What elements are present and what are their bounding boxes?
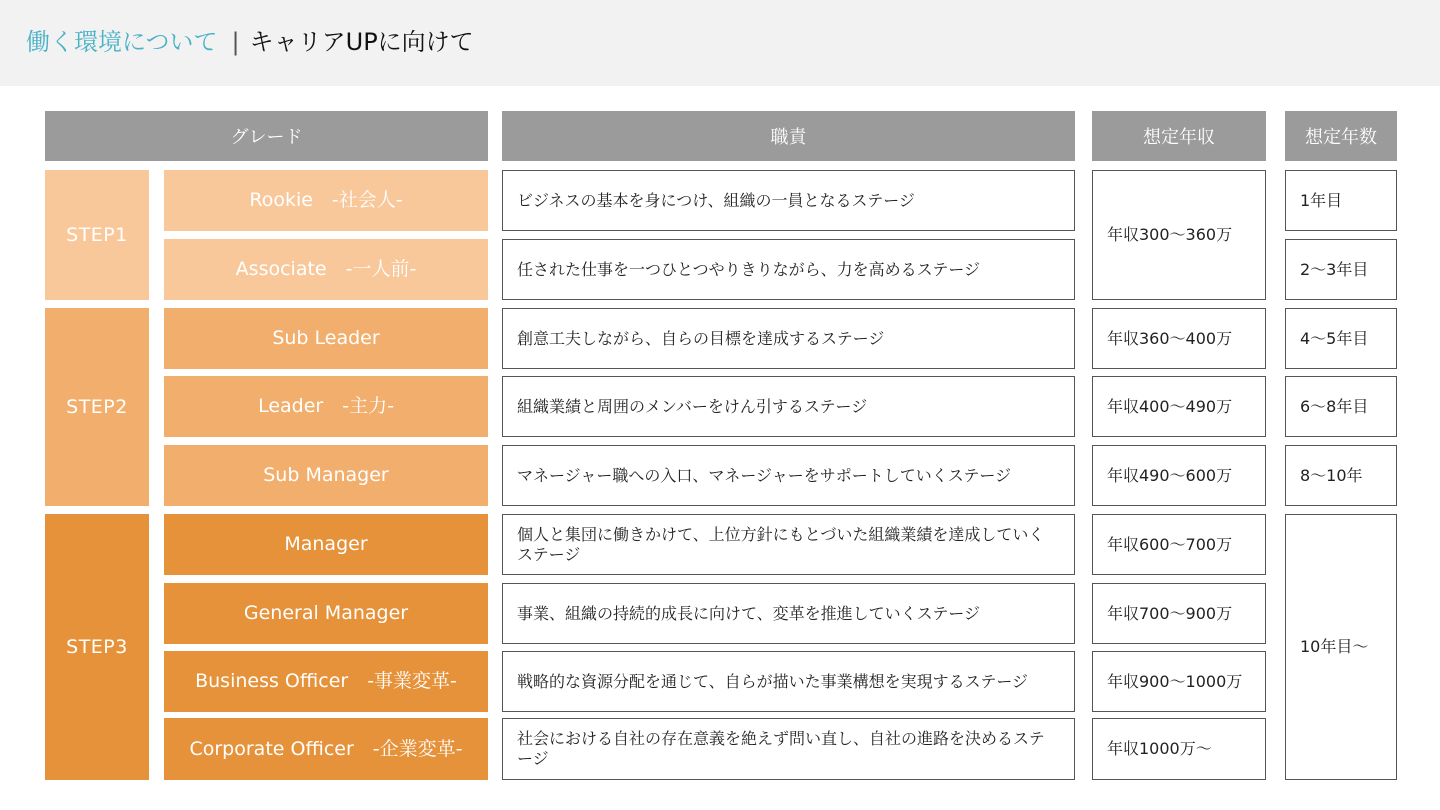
duty-cell: 社会における自社の存在意義を絶えず問い直し、自社の進路を決めるステージ [502,718,1075,780]
step-2-cell: STEP2 [45,308,149,506]
salary-cell: 年収1000万～ [1092,718,1266,780]
salary-cell: 年収600～700万 [1092,514,1266,575]
years-cell: 8～10年 [1285,445,1397,506]
column-header-salary: 想定年収 [1092,111,1266,161]
years-cell: 10年目～ [1285,514,1397,780]
grade-cell: Sub Leader [164,308,488,369]
duty-cell: マネージャー職への入口、マネージャーをサポートしていくステージ [502,445,1075,506]
column-header-years: 想定年数 [1285,111,1397,161]
years-cell: 4～5年目 [1285,308,1397,369]
salary-cell: 年収300～360万 [1092,170,1266,300]
years-cell: 2～3年目 [1285,239,1397,300]
column-header-grade: グレード [45,111,488,161]
grade-cell: Manager [164,514,488,575]
duty-cell: 創意工夫しながら、自らの目標を達成するステージ [502,308,1075,369]
grade-cell: General Manager [164,583,488,644]
page-heading: キャリアUPに向けて [249,28,474,56]
title-separator: | [231,28,240,56]
salary-cell: 年収700～900万 [1092,583,1266,644]
grade-cell: Rookie -社会人- [164,170,488,231]
grade-cell: Corporate Officer -企業変革- [164,718,488,780]
duty-cell: 戦略的な資源分配を通じて、自らが描いた事業構想を実現するステージ [502,651,1075,712]
grade-cell: Associate -一人前- [164,239,488,300]
duty-cell: 任された仕事を一つひとつやりきりながら、力を高めるステージ [502,239,1075,300]
grade-cell: Sub Manager [164,445,488,506]
duty-cell: 組織業績と周囲のメンバーをけん引するステージ [502,376,1075,437]
grade-cell: Business Officer -事業変革- [164,651,488,712]
grade-cell: Leader -主力- [164,376,488,437]
years-cell: 1年目 [1285,170,1397,231]
page-title [26,25,474,59]
salary-cell: 年収400～490万 [1092,376,1266,437]
step-1-cell: STEP1 [45,170,149,300]
step-3-cell: STEP3 [45,514,149,780]
years-cell: 6～8年目 [1285,376,1397,437]
salary-cell: 年収490～600万 [1092,445,1266,506]
duty-cell: 事業、組織の持続的成長に向けて、変革を推進していくステージ [502,583,1075,644]
page-header [0,0,1440,86]
duty-cell: ビジネスの基本を身につけ、組織の一員となるステージ [502,170,1075,231]
salary-cell: 年収360～400万 [1092,308,1266,369]
duty-cell: 個人と集団に働きかけて、上位方針にもとづいた組織業績を達成していくステージ [502,514,1075,575]
section-label: 働く環境について [26,28,218,56]
salary-cell: 年収900～1000万 [1092,651,1266,712]
column-header-duty: 職責 [502,111,1075,161]
